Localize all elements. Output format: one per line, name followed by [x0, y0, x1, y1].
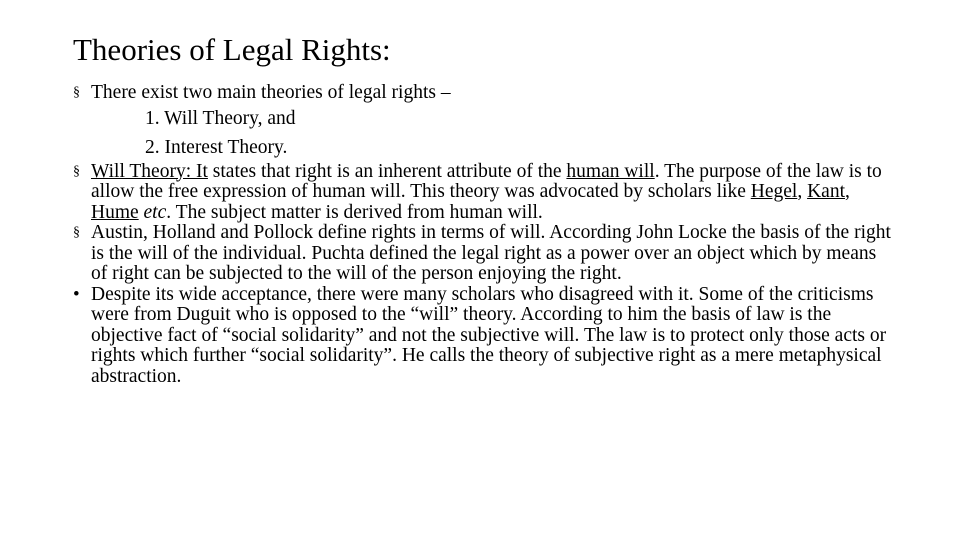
intro-text: There exist two main theories of legal rights –	[91, 82, 451, 103]
text-fragment: states that right is an inherent attribute of the	[207, 160, 567, 182]
etc-abbrev: etc	[143, 201, 167, 223]
bullet-austin	[73, 223, 893, 285]
section-bullet-icon: §	[73, 163, 80, 179]
text-fragment: . The purpose of the law is to allow the free expression of human will. This theory was advocated by scholars like	[91, 160, 882, 202]
will-theory-label: Will Theory: It	[91, 160, 208, 182]
slide-title: Theories of Legal Rights:	[73, 32, 391, 67]
section-bullet-icon: §	[73, 85, 80, 100]
will-theory-text	[91, 162, 893, 224]
text-fragment: . The subject matter is derived from human will.	[166, 201, 543, 223]
austin-text: Austin, Holland and Pollock define rights in terms of will. According John Locke the basis of the right is the will of the individual. Puchta defined the legal right as a power over an object which by means of right can be subjected to the will of the person enjoying the right.	[91, 222, 891, 284]
human-will-term: human will	[566, 160, 655, 182]
slide-body	[73, 83, 893, 387]
separator: ,	[844, 181, 850, 202]
separator: ,	[797, 181, 808, 202]
bullet-will-theory	[73, 162, 893, 224]
hegel-name: Hegel	[750, 181, 798, 202]
dot-bullet-icon: •	[73, 283, 80, 305]
criticism-text: Despite its wide acceptance, there were many scholars who disagreed with it. Some of the criticisms were from Duguit who is opposed to the “will” theory. According to him the basis of law is the objective fact of “social solidarity” and not the subjective will. The law is to protect only those acts or rights which further “social solidarity”. He calls the theory of subjective right as a mere metaphysical abstraction.	[91, 283, 887, 387]
bullet-intro	[73, 83, 893, 104]
list-item-interest-theory: 2. Interest Theory.	[145, 136, 288, 158]
section-bullet-icon: §	[73, 225, 80, 240]
list-item-will-theory: 1. Will Theory, and	[145, 107, 296, 129]
kant-name: Kant	[807, 181, 845, 202]
bullet-criticism	[73, 285, 893, 388]
hume-name: Hume	[91, 201, 139, 223]
